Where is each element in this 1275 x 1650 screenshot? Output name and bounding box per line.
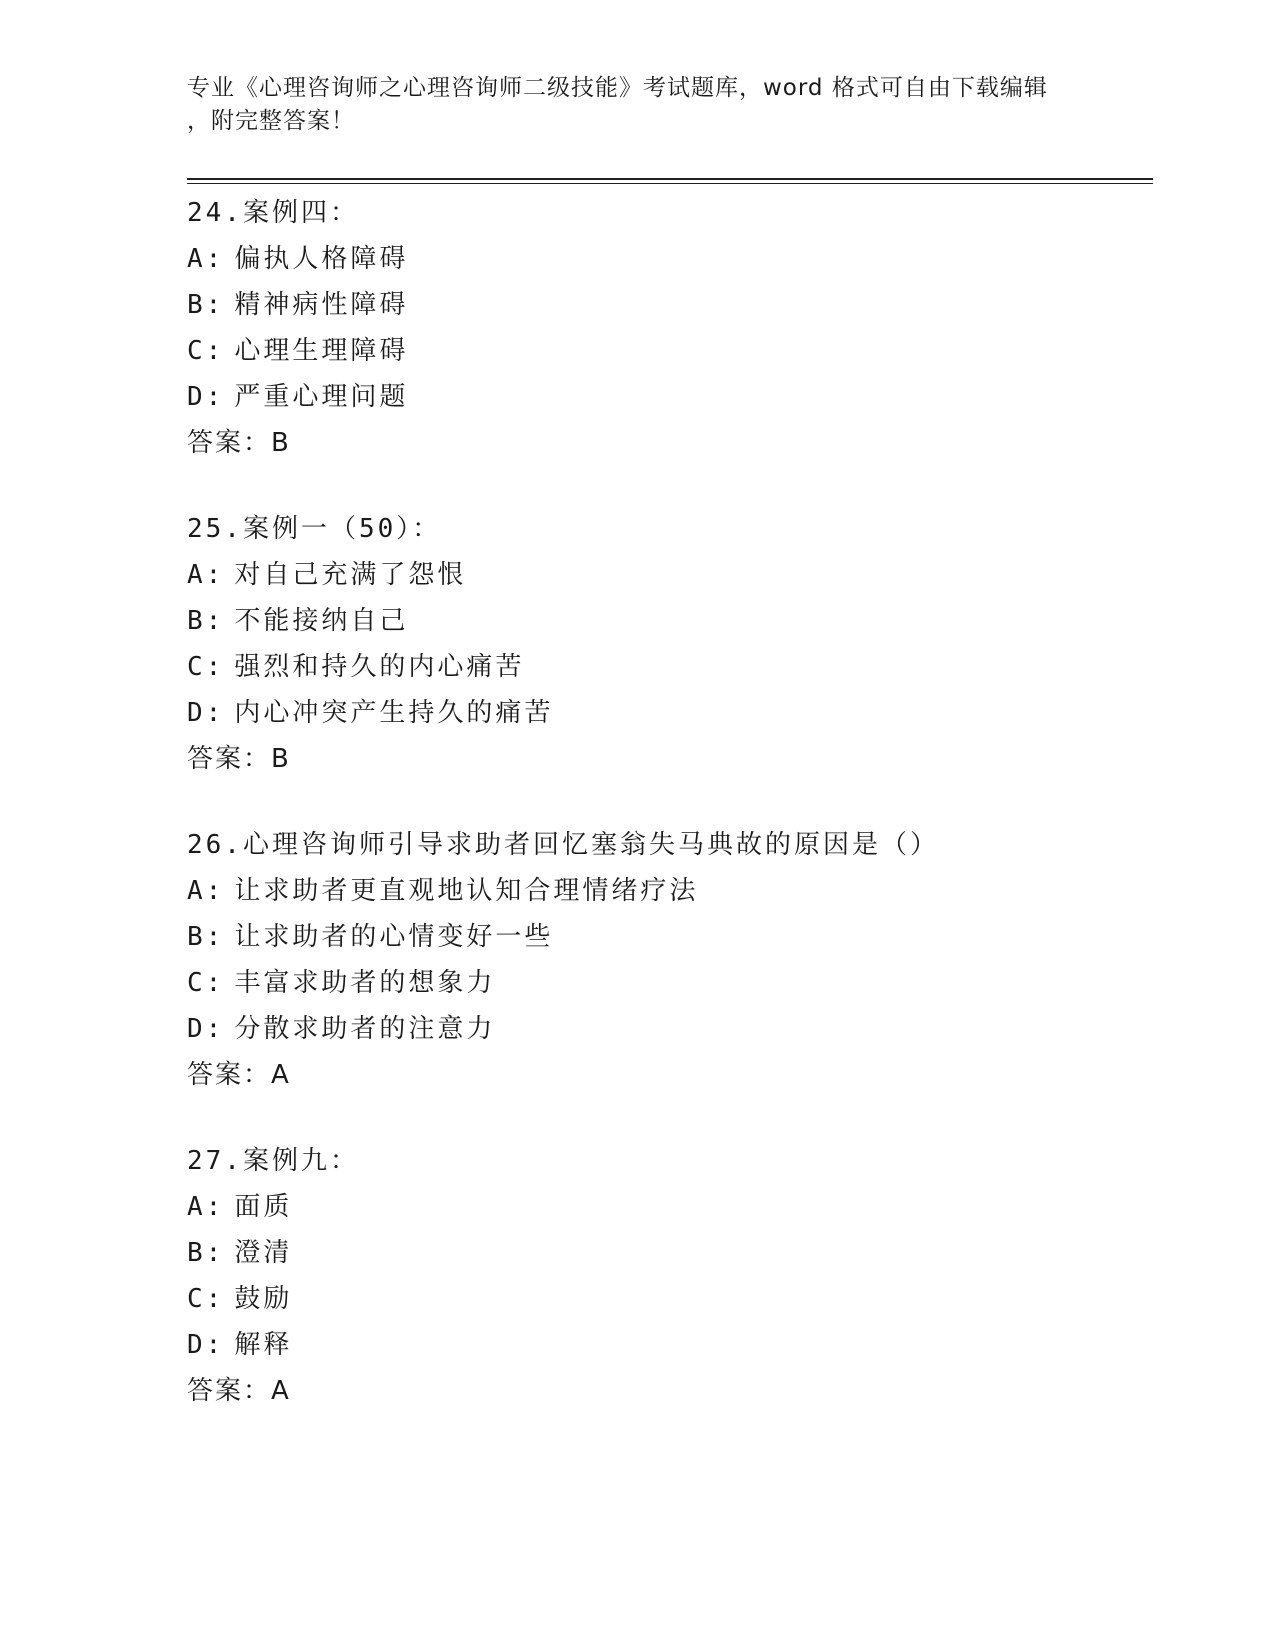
option-text: 心理生理障碍: [234, 336, 409, 366]
header-divider-thick: [187, 178, 1153, 180]
option-c: [187, 644, 1147, 690]
option-c: [187, 960, 1147, 1006]
option-key: B:: [187, 290, 225, 320]
question-24: [187, 190, 1147, 466]
option-key: B:: [187, 1238, 225, 1268]
option-d: [187, 1322, 1147, 1368]
question-26: [187, 822, 1147, 1098]
answer-line: 答案：A: [187, 1376, 291, 1406]
question-stem: 27.案例九：: [187, 1146, 359, 1176]
question-27: [187, 1138, 1147, 1414]
option-text: 让求助者的心情变好一些: [234, 922, 554, 952]
option-text: 分散求助者的注意力: [234, 1014, 496, 1044]
option-text: 内心冲突产生持久的痛苦: [234, 698, 554, 728]
spacer: [187, 1098, 1147, 1138]
question-list: [187, 190, 1147, 1414]
header-line-2: ，附完整答案！: [187, 108, 355, 134]
option-key: A:: [187, 560, 225, 590]
option-text: 丰富求助者的想象力: [234, 968, 496, 998]
answer-line: 答案：B: [187, 744, 291, 774]
option-c: [187, 1276, 1147, 1322]
option-d: [187, 690, 1147, 736]
question-stem: 24.案例四：: [187, 198, 359, 228]
answer-line: 答案：A: [187, 1060, 291, 1090]
option-text: 强烈和持久的内心痛苦: [234, 652, 525, 682]
option-key: D:: [187, 1014, 225, 1044]
document-header: [187, 72, 1087, 138]
option-key: A:: [187, 876, 225, 906]
option-key: C:: [187, 336, 225, 366]
option-text: 精神病性障碍: [234, 290, 409, 320]
option-c: [187, 328, 1147, 374]
option-text: 不能接纳自己: [234, 606, 409, 636]
option-key: D:: [187, 698, 225, 728]
option-a: [187, 552, 1147, 598]
option-key: A:: [187, 1192, 225, 1222]
option-text: 对自己充满了怨恨: [234, 560, 467, 590]
option-b: [187, 282, 1147, 328]
option-key: B:: [187, 606, 225, 636]
option-text: 让求助者更直观地认知合理情绪疗法: [234, 876, 699, 906]
option-a: [187, 1184, 1147, 1230]
option-key: C:: [187, 652, 225, 682]
spacer: [187, 782, 1147, 822]
option-text: 面质: [234, 1192, 293, 1222]
header-line-1: 专业《心理咨询师之心理咨询师二级技能》考试题库，word 格式可自由下载编辑: [187, 75, 1048, 101]
option-b: [187, 1230, 1147, 1276]
option-a: [187, 868, 1147, 914]
option-text: 鼓励: [234, 1284, 293, 1314]
option-key: C:: [187, 968, 225, 998]
question-stem: 25.案例一（50）：: [187, 514, 442, 544]
answer-line: 答案：B: [187, 428, 291, 458]
option-b: [187, 914, 1147, 960]
option-text: 偏执人格障碍: [234, 244, 409, 274]
option-text: 严重心理问题: [234, 382, 409, 412]
option-text: 解释: [234, 1330, 293, 1360]
spacer: [187, 466, 1147, 506]
option-a: [187, 236, 1147, 282]
question-stem: 26.心理咨询师引导求助者回忆塞翁失马典故的原因是（）: [187, 830, 939, 860]
option-key: C:: [187, 1284, 225, 1314]
option-b: [187, 598, 1147, 644]
header-divider-thin: [187, 183, 1153, 184]
option-key: A:: [187, 244, 225, 274]
option-text: 澄清: [234, 1238, 293, 1268]
option-d: [187, 1006, 1147, 1052]
option-d: [187, 374, 1147, 420]
question-25: [187, 506, 1147, 782]
option-key: D:: [187, 1330, 225, 1360]
option-key: D:: [187, 382, 225, 412]
option-key: B:: [187, 922, 225, 952]
